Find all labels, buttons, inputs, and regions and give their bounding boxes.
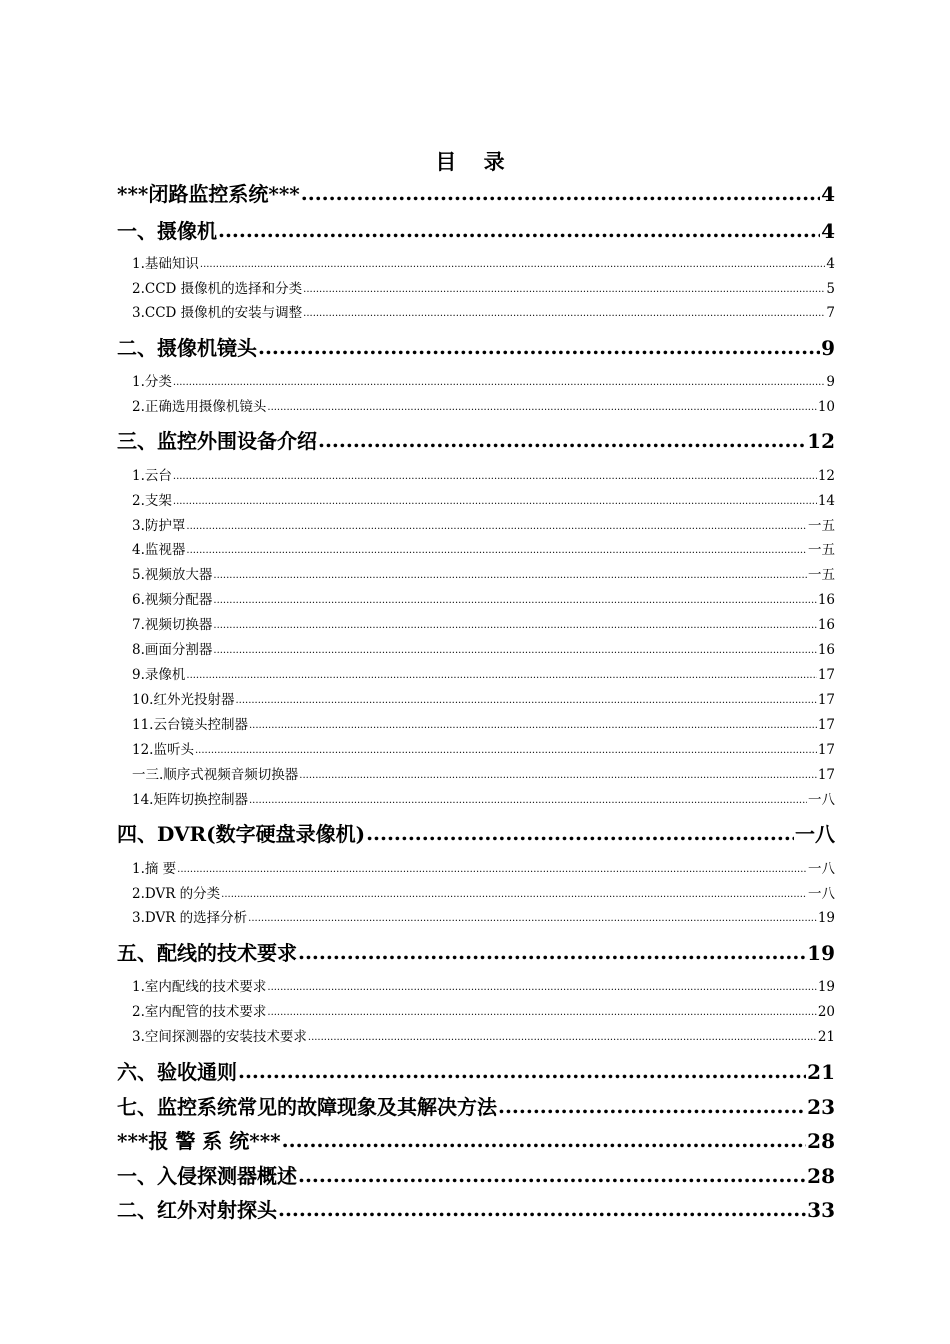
toc-entry-section[interactable] (132, 740, 835, 760)
toc-entry-page-number: 16 (817, 642, 835, 658)
toc-entry-section[interactable] (132, 615, 835, 635)
dot-leader (301, 179, 820, 209)
toc-entry-section[interactable] (132, 884, 835, 904)
toc-entry-chapter[interactable] (117, 938, 835, 968)
toc-entry-page-number: 12 (817, 468, 835, 484)
dot-leader (186, 540, 807, 560)
dot-leader (173, 372, 826, 392)
toc-entry-page-number: 一八 (795, 822, 835, 846)
toc-entry-page-number: 21 (807, 1060, 835, 1084)
toc-entry-chapter[interactable] (117, 216, 835, 246)
toc-entry-label: 8.画面分割器 (132, 642, 213, 658)
dot-leader (213, 565, 807, 585)
toc-entry-page-number: 5 (826, 281, 835, 297)
toc-entry-label: 1.室内配线的技术要求 (132, 979, 267, 995)
toc-entry-page-number: 一八 (808, 886, 835, 902)
toc-entry-section[interactable] (132, 590, 835, 610)
dot-leader (186, 516, 807, 536)
toc-entry-label: 一、摄像机 (117, 219, 217, 243)
toc-entry-label: 一三.顺序式视频音频切换器 (132, 767, 299, 783)
toc-entry-chapter[interactable] (117, 1161, 835, 1191)
toc-entry-page-number: 16 (817, 592, 835, 608)
toc-entry-page-number: 一八 (808, 861, 835, 877)
toc-entry-page-number: 19 (807, 941, 835, 965)
toc-entry-section[interactable] (132, 690, 835, 710)
dot-leader (267, 977, 816, 997)
toc-entry-label: 9.录像机 (132, 667, 186, 683)
toc-entry-section[interactable] (132, 859, 835, 879)
dot-leader (238, 1057, 806, 1087)
dot-leader (258, 333, 820, 363)
dot-leader (318, 426, 806, 456)
toc-entry-section[interactable] (132, 540, 835, 560)
dot-leader (248, 908, 817, 928)
toc-entry-label: 10.红外光投射器 (132, 692, 235, 708)
toc-entry-label: 二、摄像机镜头 (117, 336, 257, 360)
toc-entry-label: 14.矩阵切换控制器 (132, 792, 248, 808)
toc-entry-label: 1.分类 (132, 374, 172, 390)
toc-entry-section[interactable] (132, 491, 835, 511)
toc-entry-page-number: 12 (807, 429, 835, 453)
toc-entry-label: 2.正确选用摄像机镜头 (132, 399, 267, 415)
toc-entry-label: 2.CCD 摄像机的选择和分类 (132, 281, 303, 297)
toc-title: 目 录 (435, 149, 515, 174)
toc-entry-label: 12.监听头 (132, 742, 194, 758)
toc-entry-label: 五、配线的技术要求 (117, 941, 297, 965)
toc-entry-section[interactable] (132, 765, 835, 785)
dot-leader (249, 715, 817, 735)
toc-entry-label: 4.监视器 (132, 542, 186, 558)
toc-entry-page-number: 9 (826, 374, 835, 390)
toc-entry-section[interactable] (132, 977, 835, 997)
dot-leader (235, 690, 816, 710)
toc-entry-label: 3.CCD 摄像机的安装与调整 (132, 305, 303, 321)
dot-leader (195, 740, 817, 760)
toc-entry-page-number: 21 (817, 1029, 835, 1045)
toc-entry-label: 二、红外对射探头 (117, 1198, 277, 1222)
toc-entry-chapter[interactable] (117, 819, 835, 849)
toc-entry-label: 1.云台 (132, 468, 172, 484)
dot-leader (213, 590, 816, 610)
dot-leader (173, 466, 817, 486)
toc-entry-label: ***报 警 系 统*** (117, 1129, 281, 1153)
toc-entry-page-number: 一五 (808, 518, 835, 534)
dot-leader (298, 1161, 806, 1191)
dot-leader (282, 1126, 807, 1156)
toc-entry-section[interactable] (132, 516, 835, 536)
dot-leader (218, 216, 820, 246)
toc-entry-chapter[interactable] (117, 333, 835, 363)
toc-entry-section[interactable] (132, 279, 835, 299)
toc-entry-section[interactable] (132, 1002, 835, 1022)
toc-entry-section[interactable] (132, 665, 835, 685)
dot-leader (278, 1195, 806, 1225)
toc-entry-label: 6.视频分配器 (132, 592, 213, 608)
toc-entry-page-number: 一八 (808, 792, 835, 808)
dot-leader (267, 1002, 816, 1022)
toc-entry-page-number: 7 (826, 305, 835, 321)
toc-entry-page-number: 33 (807, 1198, 835, 1222)
toc-entry-page-number: 14 (817, 493, 835, 509)
toc-entry-page-number: 28 (807, 1164, 835, 1188)
toc-entry-chapter[interactable] (117, 1195, 835, 1225)
toc-entry-label: 七、监控系统常见的故障现象及其解决方法 (117, 1095, 497, 1119)
dot-leader (299, 765, 817, 785)
toc-entry-section[interactable] (132, 303, 835, 323)
toc-entry-page-number: 17 (817, 767, 835, 783)
dot-leader (366, 819, 794, 849)
toc-entry-label: 11.云台镜头控制器 (132, 717, 248, 733)
toc-entry-label: 1.摘 要 (132, 861, 177, 877)
toc-entry-label: 2.DVR 的分类 (132, 886, 221, 902)
dot-leader (249, 790, 807, 810)
dot-leader (213, 615, 816, 635)
toc-entry-section[interactable] (132, 640, 835, 660)
toc-entry-page-number: 19 (817, 910, 835, 926)
dot-leader (303, 303, 825, 323)
toc-entry-label: 7.视频切换器 (132, 617, 213, 633)
toc-entry-page-number: 9 (821, 336, 835, 360)
toc-entry-section[interactable] (132, 1027, 835, 1047)
dot-leader (267, 397, 816, 417)
toc-entry-page-number: 19 (817, 979, 835, 995)
toc-entry-chapter[interactable] (117, 179, 835, 209)
toc-entry-page-number: 17 (817, 667, 835, 683)
toc-entry-page-number: 4 (826, 256, 835, 272)
dot-leader (221, 884, 807, 904)
dot-leader (186, 665, 816, 685)
toc-entry-label: 2.支架 (132, 493, 172, 509)
toc-entry-label: 四、DVR(数字硬盘录像机) (117, 822, 366, 846)
toc-entry-label: 5.视频放大器 (132, 567, 213, 583)
toc-entry-section[interactable] (132, 715, 835, 735)
toc-entry-page-number: 4 (821, 182, 835, 206)
toc-entry-label: ***闭路监控系统*** (117, 182, 300, 206)
toc-entry-label: 3.防护罩 (132, 518, 186, 534)
dot-leader (303, 279, 825, 299)
toc-entry-label: 1.基础知识 (132, 256, 199, 272)
toc-entry-page-number: 一五 (808, 567, 835, 583)
toc-entry-chapter[interactable] (117, 426, 835, 456)
toc-entry-page-number: 17 (817, 742, 835, 758)
dot-leader (200, 254, 826, 274)
toc-entry-section[interactable] (132, 397, 835, 417)
dot-leader (173, 491, 817, 511)
toc-entry-label: 一、入侵探测器概述 (117, 1164, 297, 1188)
toc-entry-section[interactable] (132, 254, 835, 274)
toc-entry-page-number: 一五 (808, 542, 835, 558)
toc-entry-section[interactable] (132, 565, 835, 585)
toc-entry-chapter[interactable] (117, 1092, 835, 1122)
toc-entry-page-number: 20 (817, 1004, 835, 1020)
toc-entry-page-number: 10 (817, 399, 835, 415)
toc-entry-label: 3.空间探测器的安装技术要求 (132, 1029, 307, 1045)
toc-entry-page-number: 4 (821, 219, 835, 243)
toc-entry-section[interactable] (132, 908, 835, 928)
toc-entry-section[interactable] (132, 372, 835, 392)
toc-entry-page-number: 28 (807, 1129, 835, 1153)
toc-entry-chapter[interactable] (117, 1057, 835, 1087)
toc-entry-label: 六、验收通则 (117, 1060, 237, 1084)
dot-leader (498, 1092, 806, 1122)
toc-entry-chapter[interactable] (117, 1126, 835, 1156)
toc-entry-page-number: 23 (807, 1095, 835, 1119)
toc-entry-label: 2.室内配管的技术要求 (132, 1004, 267, 1020)
toc-entry-page-number: 17 (817, 692, 835, 708)
toc-entry-page-number: 17 (817, 717, 835, 733)
toc-entry-label: 3.DVR 的选择分析 (132, 910, 248, 926)
dot-leader (298, 938, 806, 968)
toc-entry-label: 三、监控外围设备介绍 (117, 429, 317, 453)
toc-entry-page-number: 16 (817, 617, 835, 633)
toc-entry-section[interactable] (132, 466, 835, 486)
dot-leader (213, 640, 816, 660)
toc-entry-section[interactable] (132, 790, 835, 810)
dot-leader (308, 1027, 817, 1047)
dot-leader (177, 859, 807, 879)
